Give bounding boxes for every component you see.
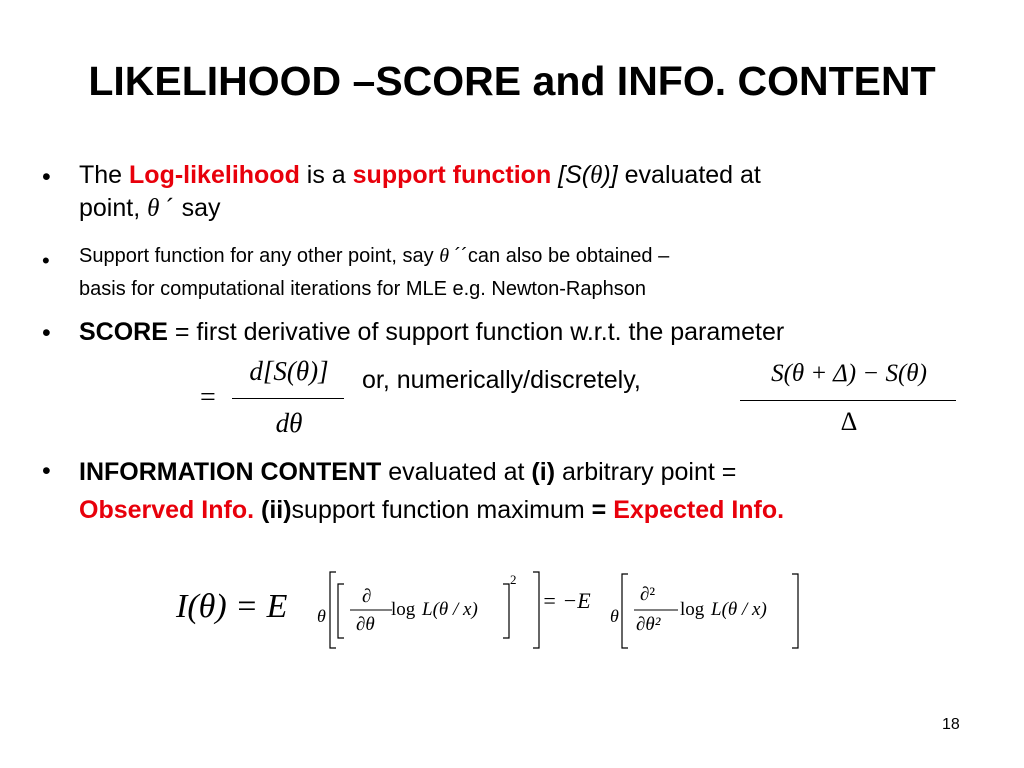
label-i: (i) xyxy=(531,458,556,486)
label-ii: (ii) xyxy=(254,496,292,524)
slide-title: LIKELIHOOD –SCORE and INFO. CONTENT xyxy=(88,58,936,104)
term-support-function: support function xyxy=(352,161,552,189)
log-text: log xyxy=(391,599,416,620)
partial-symbol: ∂ xyxy=(362,586,372,607)
square-exponent: 2 xyxy=(510,572,517,587)
term-expected-info: Expected Info. xyxy=(606,496,785,524)
text: evaluated at xyxy=(617,161,761,189)
bullet-support-function xyxy=(79,240,979,306)
fraction-numerator: S(θ + Δ) − S(θ) xyxy=(771,360,927,387)
partial-theta: ∂θ xyxy=(356,614,375,635)
formula-subscript: θ xyxy=(610,606,619,626)
log-text: log xyxy=(680,599,705,620)
text: ´ say xyxy=(159,194,221,222)
text: = first derivative of support function w.r.t. the parameter xyxy=(167,318,785,346)
fraction-numerator: d[S(θ)] xyxy=(249,356,329,386)
partial-theta-squared: ∂θ² xyxy=(636,614,661,635)
fraction-denominator: dθ xyxy=(275,408,303,438)
text: [S( xyxy=(551,161,591,189)
bullet-score xyxy=(79,316,979,348)
term-score: SCORE xyxy=(79,318,168,346)
page-number: 18 xyxy=(942,716,960,733)
numerical-note: or, numerically/discretely, xyxy=(362,366,641,394)
fraction-bar xyxy=(232,398,344,399)
text: The xyxy=(79,161,130,189)
text: )] xyxy=(602,161,618,189)
bullet-marker: • xyxy=(42,457,51,485)
formula-subscript: θ xyxy=(317,606,326,626)
text: = xyxy=(591,496,607,524)
fraction-denominator: Δ xyxy=(840,407,858,436)
text: ´´can also be obtained – xyxy=(449,245,670,267)
bullet-log-likelihood xyxy=(79,159,979,225)
theta-symbol: θ xyxy=(439,245,450,267)
equals-sign: = xyxy=(200,382,216,413)
bullet-marker: • xyxy=(42,319,51,347)
bullet-information-content xyxy=(79,453,979,529)
likelihood-term: L(θ / x) xyxy=(422,599,478,620)
term-observed-info: Observed Info. xyxy=(79,496,255,524)
text: is a xyxy=(299,161,353,189)
partial-squared: ∂² xyxy=(640,584,656,605)
term-log-likelihood: Log-likelihood xyxy=(129,161,300,189)
term-information-content: INFORMATION CONTENT xyxy=(79,458,382,486)
formula-middle: = −E xyxy=(542,588,591,613)
text: point, xyxy=(79,194,148,222)
text: evaluated at xyxy=(381,458,532,486)
text: arbitrary point = xyxy=(555,458,737,486)
theta-symbol: θ xyxy=(590,162,603,189)
theta-symbol: θ xyxy=(147,195,160,222)
text: support function maximum xyxy=(291,496,592,524)
text: basis for computational iterations for MLE e.g. Newton-Raphson xyxy=(79,278,646,300)
bullet-marker: • xyxy=(42,163,51,191)
text: Support function for any other point, say xyxy=(79,245,440,267)
likelihood-term: L(θ / x) xyxy=(711,599,767,620)
fraction-bar xyxy=(740,400,956,401)
bullet-marker: • xyxy=(42,248,50,273)
formula-lhs: I(θ) = E xyxy=(176,588,288,625)
